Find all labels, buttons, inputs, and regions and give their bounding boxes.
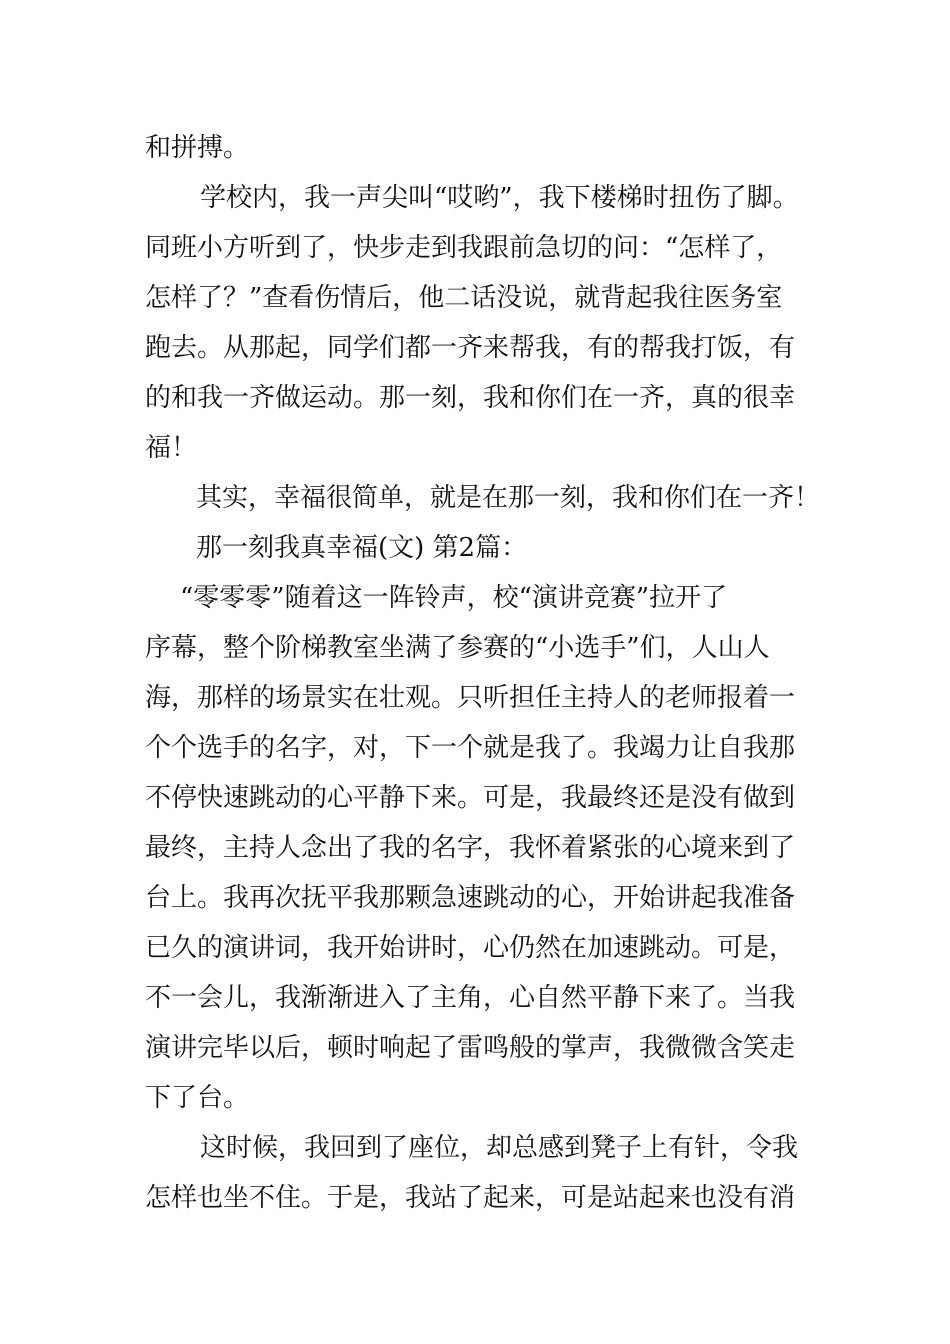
text-line: 个个选手的名字，对，下一个就是我了。我竭力让自我那 (145, 733, 796, 763)
text-line: 福！ (145, 433, 198, 463)
text-line: 的和我一齐做运动。那一刻，我和你们在一齐，真的很幸 (145, 383, 796, 413)
text-line: 演讲完毕以后，顿时响起了雷鸣般的掌声，我微微含笑走 (145, 1033, 796, 1063)
text-line: 海，那样的场景实在壮观。只听担任主持人的老师报着一 (145, 683, 796, 713)
text-line: 不停快速跳动的心平静下来。可是，我最终还是没有做到 (145, 783, 796, 813)
text-line: 其实，幸福很简单，就是在那一刻，我和你们在一齐！ (196, 483, 821, 513)
text-line: 这时候，我回到了座位，却总感到凳子上有针，令我 (200, 1133, 799, 1163)
text-line: 下了台。 (145, 1083, 250, 1113)
text-line: 怎样也坐不住。于是，我站了起来，可是站起来也没有消 (145, 1183, 796, 1213)
text-line: 同班小方听到了，快步走到我跟前急切的问：“怎样了， (145, 233, 783, 263)
text-line: 学校内，我一声尖叫“哎哟”，我下楼梯时扭伤了脚。 (200, 183, 799, 213)
text-line: 已久的演讲词，我开始讲时，心仍然在加速跳动。可是， (145, 933, 796, 963)
text-line: 跑去。从那起，同学们都一齐来帮我，有的帮我打饭，有 (145, 333, 796, 363)
text-line: 怎样了？”查看伤情后，他二话没说，就背起我往医务室 (145, 283, 783, 313)
text-line: 和拼搏。 (145, 133, 250, 163)
text-line: “零零零”随着这一阵铃声，校“演讲竞赛”拉开了 (180, 583, 728, 613)
text-line: 最终，主持人念出了我的名字，我怀着紧张的心境来到了 (145, 833, 796, 863)
text-line: 序幕，整个阶梯教室坐满了参赛的“小选手”们，人山人 (145, 633, 770, 663)
section-heading: 那一刻我真幸福(文) 第2篇： (196, 533, 528, 563)
text-line: 不一会儿，我渐渐进入了主角，心自然平静下来了。当我 (145, 983, 796, 1013)
text-line: 台上。我再次抚平我那颗急速跳动的心，开始讲起我准备 (145, 883, 796, 913)
